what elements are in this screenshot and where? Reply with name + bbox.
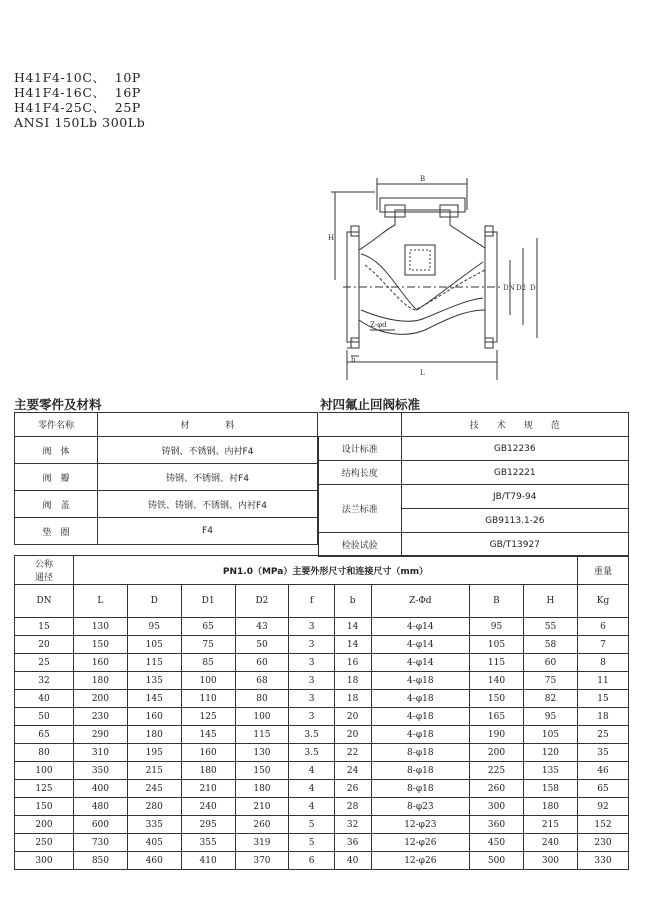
table-cell: 18 <box>578 708 629 726</box>
table-cell: 8-φ18 <box>371 762 469 780</box>
table-cell: 14 <box>334 636 371 654</box>
table-cell: 105 <box>470 636 524 654</box>
table-cell: 480 <box>74 798 128 816</box>
table-cell: 150 <box>235 762 289 780</box>
table-cell: 80 <box>235 690 289 708</box>
table-row <box>15 834 629 852</box>
table-cell: 18 <box>334 672 371 690</box>
table-cell: 160 <box>181 744 235 762</box>
table-cell: 125 <box>181 708 235 726</box>
dimension-rows <box>15 618 629 870</box>
table-cell: 360 <box>470 816 524 834</box>
parts-header-material: 材 料 <box>98 413 318 437</box>
table-cell: 115 <box>127 654 181 672</box>
table-cell: 25 <box>15 654 74 672</box>
table-cell: 18 <box>334 690 371 708</box>
table-cell: 300 <box>15 852 74 870</box>
column-header: B <box>470 585 524 618</box>
model-line: H41F4-25C、 25P <box>14 100 141 115</box>
dim-label-b: B <box>420 175 426 183</box>
table-cell: 319 <box>235 834 289 852</box>
table-cell: 180 <box>74 672 128 690</box>
parts-header-name: 零件名称 <box>15 413 98 437</box>
column-header: L <box>74 585 128 618</box>
dn-title: 公称 通径 <box>15 556 74 585</box>
dimension-table <box>14 555 629 870</box>
table-row <box>15 654 629 672</box>
table-cell: 152 <box>578 816 629 834</box>
table-cell: 200 <box>74 690 128 708</box>
table-cell: 4-φ14 <box>371 636 469 654</box>
column-header: D <box>127 585 181 618</box>
dim-label-zd: Z-φd <box>370 321 387 329</box>
table-row <box>15 618 629 636</box>
part-material: 铸钢、不锈钢、内衬F4 <box>98 437 318 464</box>
table-cell: 4-φ14 <box>371 654 469 672</box>
table-cell: 245 <box>127 780 181 798</box>
table-cell: 160 <box>74 654 128 672</box>
table-cell: 215 <box>127 762 181 780</box>
table-cell: 8-φ23 <box>371 798 469 816</box>
table-cell: 22 <box>334 744 371 762</box>
standard-name: 设计标准 <box>319 437 402 461</box>
table-cell: 65 <box>181 618 235 636</box>
table-cell: 230 <box>74 708 128 726</box>
standard-value: JB/T79-94 <box>401 485 629 509</box>
table-cell: 240 <box>181 798 235 816</box>
model-line: H41F4-10C、 10P <box>14 70 141 85</box>
table-cell: 15 <box>15 618 74 636</box>
table-cell: 46 <box>578 762 629 780</box>
table-cell: 295 <box>181 816 235 834</box>
table-cell: 405 <box>127 834 181 852</box>
table-cell: 330 <box>578 852 629 870</box>
table-cell: 120 <box>523 744 577 762</box>
table-cell: 95 <box>523 708 577 726</box>
standard-name: 结构长度 <box>319 461 402 485</box>
table-cell: 230 <box>578 834 629 852</box>
table-cell: 65 <box>15 726 74 744</box>
table-cell: 14 <box>334 618 371 636</box>
table-cell: 135 <box>523 762 577 780</box>
part-name: 阀 体 <box>15 437 98 464</box>
table-cell: 250 <box>15 834 74 852</box>
table-row <box>15 636 629 654</box>
table-cell: 95 <box>470 618 524 636</box>
table-cell: 8-φ18 <box>371 744 469 762</box>
table-cell: 55 <box>523 618 577 636</box>
table-cell: 85 <box>181 654 235 672</box>
table-row <box>15 690 629 708</box>
table-cell: 3 <box>289 672 334 690</box>
table-cell: 40 <box>334 852 371 870</box>
column-header: H <box>523 585 577 618</box>
table-cell: 12-φ26 <box>371 834 469 852</box>
table-cell: 370 <box>235 852 289 870</box>
part-name: 阀 盖 <box>15 491 98 518</box>
table-cell: 135 <box>127 672 181 690</box>
table-row <box>15 816 629 834</box>
table-cell: 240 <box>523 834 577 852</box>
weight-title: 重量 <box>578 556 629 585</box>
table-cell: 3 <box>289 654 334 672</box>
table-cell: 195 <box>127 744 181 762</box>
table-cell: 300 <box>470 798 524 816</box>
table-cell: 3 <box>289 636 334 654</box>
table-cell: 165 <box>470 708 524 726</box>
table-cell: 115 <box>470 654 524 672</box>
table-cell: 140 <box>470 672 524 690</box>
table-cell: 300 <box>523 852 577 870</box>
table-cell: 115 <box>235 726 289 744</box>
table-cell: 3 <box>289 618 334 636</box>
table-cell: 500 <box>470 852 524 870</box>
table-cell: 20 <box>334 726 371 744</box>
table-cell: 215 <box>523 816 577 834</box>
table-cell: 12-φ23 <box>371 816 469 834</box>
table-cell: 8 <box>578 654 629 672</box>
table-cell: 26 <box>334 780 371 798</box>
table-cell: 730 <box>74 834 128 852</box>
table-cell: 160 <box>127 708 181 726</box>
table-cell: 4 <box>289 798 334 816</box>
table-cell: 35 <box>578 744 629 762</box>
table-cell: 5 <box>289 816 334 834</box>
table-cell: 150 <box>74 636 128 654</box>
table-cell: 4-φ18 <box>371 726 469 744</box>
table-cell: 105 <box>127 636 181 654</box>
table-row <box>15 798 629 816</box>
table-cell: 24 <box>334 762 371 780</box>
table-cell: 158 <box>523 780 577 798</box>
table-cell: 4 <box>289 762 334 780</box>
table-cell: 7 <box>578 636 629 654</box>
table-cell: 36 <box>334 834 371 852</box>
table-cell: 60 <box>523 654 577 672</box>
part-material: 铸铁、铸钢、不锈钢、内衬F4 <box>98 491 318 518</box>
table-cell: 355 <box>181 834 235 852</box>
table-cell: 3.5 <box>289 726 334 744</box>
column-header: b <box>334 585 371 618</box>
table-cell: 180 <box>523 798 577 816</box>
table-cell: 6 <box>578 618 629 636</box>
dim-label-d2: D2 <box>516 284 527 292</box>
table-cell: 310 <box>74 744 128 762</box>
table-cell: 43 <box>235 618 289 636</box>
table-cell: 4 <box>289 780 334 798</box>
table-cell: 95 <box>127 618 181 636</box>
table-cell: 50 <box>235 636 289 654</box>
part-material: 铸钢、不锈钢、衬F4 <box>98 464 318 491</box>
parts-table <box>14 412 318 545</box>
table-cell: 3 <box>289 690 334 708</box>
table-cell: 3 <box>289 708 334 726</box>
table-cell: 6 <box>289 852 334 870</box>
table-cell: 12-φ26 <box>371 852 469 870</box>
table-cell: 68 <box>235 672 289 690</box>
table-cell: 5 <box>289 834 334 852</box>
table-cell: 16 <box>334 654 371 672</box>
dim-label-d: D <box>530 284 536 292</box>
dims-span-title: PN1.0（MPa）主要外形尺寸和连接尺寸（mm） <box>74 556 578 585</box>
table-cell: 280 <box>127 798 181 816</box>
table-cell: 125 <box>15 780 74 798</box>
dim-label-dn: DN <box>503 284 515 292</box>
table-cell: 11 <box>578 672 629 690</box>
table-cell: 225 <box>470 762 524 780</box>
table-row <box>15 762 629 780</box>
table-cell: 15 <box>578 690 629 708</box>
table-cell: 58 <box>523 636 577 654</box>
table-cell: 145 <box>127 690 181 708</box>
part-material: F4 <box>98 518 318 545</box>
table-cell: 4-φ18 <box>371 708 469 726</box>
part-name: 垫 圈 <box>15 518 98 545</box>
standards-title: 衬四氟止回阀标准 <box>320 397 421 412</box>
standards-table <box>318 412 629 557</box>
parts-title: 主要零件及材料 <box>14 397 102 412</box>
model-line: ANSI 150Lb 300Lb <box>14 115 146 130</box>
table-cell: 4-φ18 <box>371 690 469 708</box>
column-header: f <box>289 585 334 618</box>
table-cell: 410 <box>181 852 235 870</box>
standard-value: GB9113.1-26 <box>401 509 629 533</box>
table-cell: 335 <box>127 816 181 834</box>
table-cell: 145 <box>181 726 235 744</box>
standard-name: 法兰标准 <box>319 485 402 533</box>
table-cell: 75 <box>523 672 577 690</box>
table-cell: 400 <box>74 780 128 798</box>
table-cell: 450 <box>470 834 524 852</box>
column-header: Z-Φd <box>371 585 469 618</box>
dim-label-l: L <box>420 369 425 377</box>
table-cell: 40 <box>15 690 74 708</box>
table-cell: 180 <box>181 762 235 780</box>
table-cell: 290 <box>74 726 128 744</box>
table-row <box>15 744 629 762</box>
table-cell: 190 <box>470 726 524 744</box>
table-row <box>15 708 629 726</box>
standards-header: 技 术 规 范 <box>401 413 629 437</box>
table-cell: 8-φ18 <box>371 780 469 798</box>
table-cell: 260 <box>470 780 524 798</box>
part-name: 阀 瓣 <box>15 464 98 491</box>
column-header: D2 <box>235 585 289 618</box>
table-cell: 200 <box>15 816 74 834</box>
table-cell: 460 <box>127 852 181 870</box>
table-cell: 28 <box>334 798 371 816</box>
table-row <box>15 852 629 870</box>
table-cell: 20 <box>15 636 74 654</box>
dim-label-h: H <box>328 234 335 242</box>
table-cell: 210 <box>235 798 289 816</box>
table-cell: 60 <box>235 654 289 672</box>
table-cell: 50 <box>15 708 74 726</box>
table-cell: 32 <box>334 816 371 834</box>
table-row <box>15 672 629 690</box>
table-cell: 100 <box>235 708 289 726</box>
table-cell: 80 <box>15 744 74 762</box>
table-cell: 92 <box>578 798 629 816</box>
table-cell: 3.5 <box>289 744 334 762</box>
table-cell: 110 <box>181 690 235 708</box>
table-cell: 100 <box>15 762 74 780</box>
table-row <box>15 726 629 744</box>
table-cell: 350 <box>74 762 128 780</box>
column-header: DN <box>15 585 74 618</box>
table-cell: 65 <box>578 780 629 798</box>
table-cell: 105 <box>523 726 577 744</box>
table-cell: 180 <box>235 780 289 798</box>
table-cell: 850 <box>74 852 128 870</box>
table-cell: 25 <box>578 726 629 744</box>
table-cell: 4-φ14 <box>371 618 469 636</box>
table-cell: 180 <box>127 726 181 744</box>
table-cell: 200 <box>470 744 524 762</box>
table-cell: 32 <box>15 672 74 690</box>
standard-value: GB/T13927 <box>401 533 629 557</box>
standard-value: GB12221 <box>401 461 629 485</box>
table-cell: 100 <box>181 672 235 690</box>
standard-name: 检验试验 <box>319 533 402 557</box>
column-header: D1 <box>181 585 235 618</box>
table-cell: 150 <box>15 798 74 816</box>
dim-label-b-small: b <box>351 356 356 364</box>
table-cell: 75 <box>181 636 235 654</box>
model-line: H41F4-16C、 16P <box>14 85 141 100</box>
table-cell: 82 <box>523 690 577 708</box>
valve-cross-section-drawing <box>325 170 555 385</box>
column-header-row <box>15 585 629 618</box>
dim-label-f: f <box>350 340 353 348</box>
table-cell: 260 <box>235 816 289 834</box>
table-row <box>15 780 629 798</box>
model-list <box>14 70 145 130</box>
table-cell: 150 <box>470 690 524 708</box>
table-cell: 20 <box>334 708 371 726</box>
table-cell: 600 <box>74 816 128 834</box>
table-cell: 210 <box>181 780 235 798</box>
table-cell: 130 <box>235 744 289 762</box>
column-header: Kg <box>578 585 629 618</box>
standard-value: GB12236 <box>401 437 629 461</box>
table-cell: 130 <box>74 618 128 636</box>
table-cell: 4-φ18 <box>371 672 469 690</box>
